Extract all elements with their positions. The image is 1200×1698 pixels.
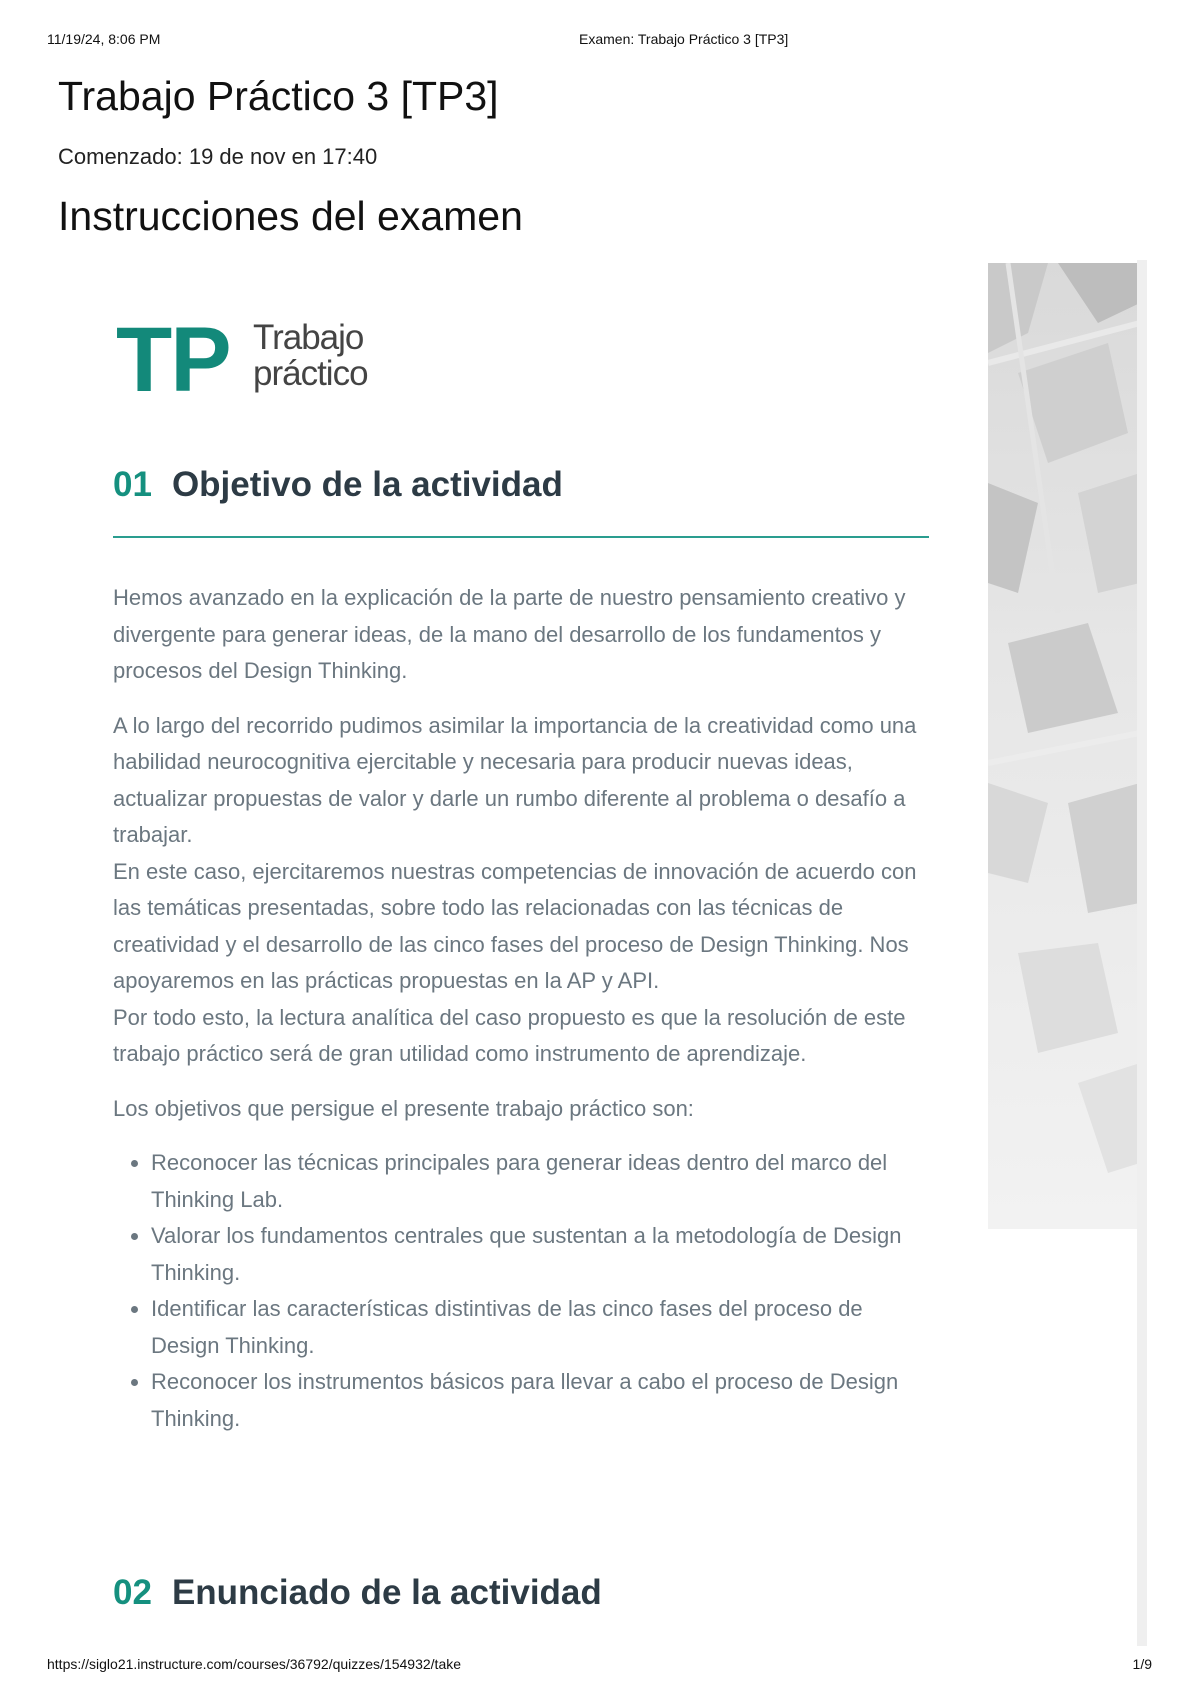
side-scrollbar-track xyxy=(1137,260,1147,1646)
list-item: • Reconocer las técnicas principales para generar ideas dentro del marco del Thinking Lab. xyxy=(151,1145,928,1218)
section-divider xyxy=(113,536,929,538)
instructions-heading: Instrucciones del examen xyxy=(58,193,523,239)
objective-body xyxy=(113,580,928,1437)
print-doc-title: Examen: Trabajo Práctico 3 [TP3] xyxy=(579,31,789,47)
print-header xyxy=(47,31,1152,47)
tp-logo-word-line2: práctico xyxy=(253,354,368,393)
tp-logo-mark: TP xyxy=(116,309,230,411)
paragraph: En este caso, ejercitaremos nuestras competencias de innovación de acuerdo con las temáticas presentadas, sobre todo las relacionadas con las técnicas de creatividad y el desarrollo de las cinco fases del proceso de Design Thinking. Nos apoyaremos en las prácticas propuestas en la AP y API. xyxy=(113,858,917,993)
exam-instructions-content xyxy=(113,300,933,1612)
paragraph: Por todo esto, la lectura analítica del caso propuesto es que la resolución de este trabajo práctico será de gran utilidad como instrumento de aprendizaje. xyxy=(113,1004,906,1066)
section-title: Enunciado de la actividad xyxy=(171,1573,602,1612)
tp-logo-word-line1: Trabajo xyxy=(253,318,364,357)
section-heading-objective xyxy=(113,465,563,505)
tp-logo-word xyxy=(253,320,368,392)
page-number: 1/9 xyxy=(1132,1656,1152,1672)
section-number: 02 xyxy=(113,1573,152,1612)
section-number: 01 xyxy=(113,465,152,504)
paragraph: Los objetivos que persigue el presente trabajo práctico son: xyxy=(113,1095,694,1121)
decorative-architecture-image xyxy=(988,263,1140,1229)
section-title: Objetivo de la actividad xyxy=(171,465,563,504)
architecture-pattern-icon xyxy=(988,263,1140,1229)
print-url[interactable]: https://siglo21.instructure.com/courses/36792/quizzes/154932/take xyxy=(47,1656,462,1672)
paragraph: Hemos avanzado en la explicación de la parte de nuestro pensamiento creativo y divergente para generar ideas, de la mano del desarrollo de los fundamentos y procesos del Design Thinking. xyxy=(113,585,906,683)
list-item: • Identificar las características distintivas de las cinco fases del proceso de Design Thinking. xyxy=(151,1291,928,1364)
objectives-list xyxy=(113,1145,928,1437)
list-item: • Valorar los fundamentos centrales que sustentan a la metodología de Design Thinking. xyxy=(151,1218,928,1291)
list-item: • Reconocer los instrumentos básicos para llevar a cabo el proceso de Design Thinking. xyxy=(151,1364,928,1437)
page-title: Trabajo Práctico 3 [TP3] xyxy=(58,73,499,119)
print-footer xyxy=(47,1656,1152,1672)
tp-logo xyxy=(113,300,933,420)
started-timestamp: Comenzado: 19 de nov en 17:40 xyxy=(58,144,378,169)
print-datetime: 11/19/24, 8:06 PM xyxy=(47,31,161,47)
paragraph: A lo largo del recorrido pudimos asimilar la importancia de la creatividad como una habilidad neurocognitiva ejercitable y necesaria para producir nuevas ideas, actualizar propuestas de valor y darle un rumbo diferente al problema o desafío a trabajar. xyxy=(113,712,917,847)
section-heading-statement xyxy=(113,1573,602,1613)
